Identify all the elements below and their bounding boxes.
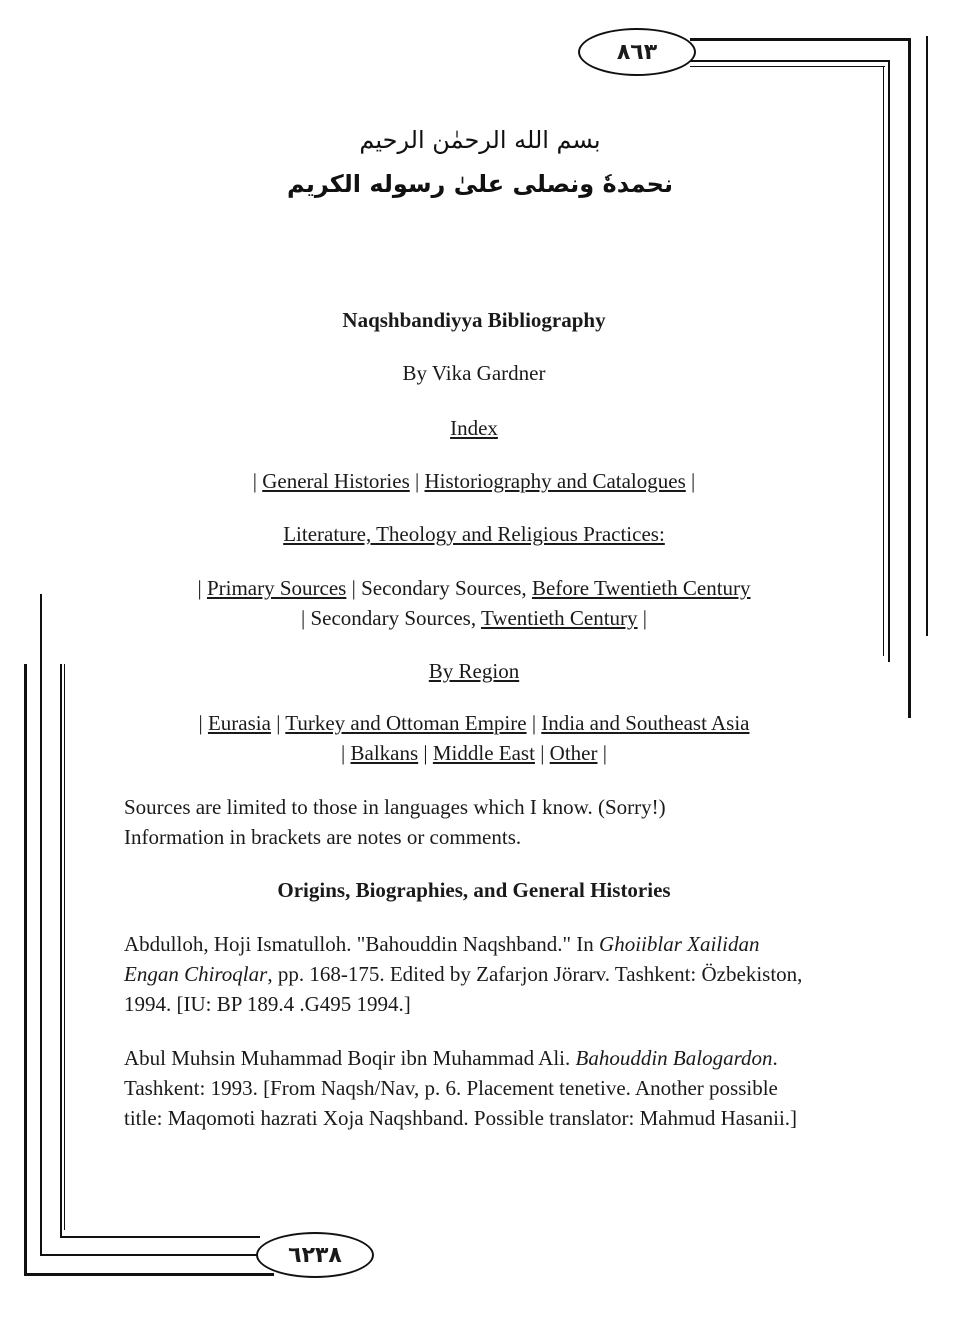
nav-literature-line1 <box>124 573 824 603</box>
frame-top-inner <box>690 60 890 62</box>
sep: | <box>197 576 202 600</box>
entry-text: Abdulloh, Hoji Ismatulloh. "Bahouddin Naqshband." In <box>124 932 594 956</box>
bibliography-entry <box>124 929 814 1019</box>
sources-note <box>124 792 824 852</box>
nav-literature-line2 <box>124 603 824 633</box>
link-twentieth-century[interactable]: Twentieth Century <box>480 606 638 630</box>
secondary-sources-label: Secondary Sources, <box>310 606 477 630</box>
secondary-sources-label: Secondary Sources, <box>361 576 527 600</box>
index-link[interactable]: Index <box>450 416 498 440</box>
frame-bottom-outer <box>24 1273 274 1276</box>
frame-left-inner-b <box>64 664 65 1230</box>
frame-top-inner2 <box>690 66 885 67</box>
frame-bottom-mid <box>40 1254 260 1256</box>
document-title: Naqshbandiyya Bibliography <box>342 308 606 332</box>
literature-heading-link[interactable]: Literature, Theology and Religious Practices: <box>283 522 665 546</box>
sep: | <box>602 741 607 765</box>
nav-region-line1 <box>124 708 824 738</box>
link-other[interactable]: Other <box>549 741 598 765</box>
link-general-histories[interactable]: General Histories <box>262 469 410 493</box>
arabic-basmala: بسم الله الرحمٰن الرحيم <box>359 126 601 154</box>
sep: | <box>341 741 346 765</box>
bibliography-entry <box>124 1043 804 1133</box>
sep: | <box>642 606 647 630</box>
nav-literature <box>124 573 824 633</box>
section-heading: Origins, Biographies, and General Histories <box>277 878 671 902</box>
frame-left-inner <box>60 664 62 1236</box>
sep: | <box>531 711 537 735</box>
sep: | <box>415 469 420 493</box>
frame-right-inner-b <box>883 66 884 656</box>
entry-book-title: Bahouddin Balogardon <box>575 1046 773 1070</box>
link-historiography[interactable]: Historiography and Catalogues <box>424 469 686 493</box>
region-heading-link[interactable]: By Region <box>428 659 520 683</box>
entry-book-title: Ghoiiblar Xailidan Engan Chiroqlar <box>124 932 760 986</box>
sep: | <box>691 469 696 493</box>
nav-region <box>124 708 824 768</box>
frame-bottom-inner <box>60 1236 260 1238</box>
link-india[interactable]: India and Southeast Asia <box>541 711 750 735</box>
link-eurasia[interactable]: Eurasia <box>207 711 271 735</box>
entry-text: , pp. 168-175. Edited by Zafarjon Jörarv. Tashkent: Özbekiston, 1994. [IU: BP 189.4 .G495 1994.] <box>124 962 803 1016</box>
sep: | <box>198 711 203 735</box>
sep: | <box>540 741 545 765</box>
sep: | <box>351 576 356 600</box>
note-line1: Sources are limited to those in languages which I know. (Sorry!) <box>124 795 666 819</box>
bottom-page-number: ٦٢٣٨ <box>256 1232 374 1278</box>
link-turkey[interactable]: Turkey and Ottoman Empire <box>285 711 527 735</box>
frame-left-outer <box>24 664 27 1276</box>
sep: | <box>276 711 281 735</box>
note-line2: Information in brackets are notes or comments. <box>124 825 522 849</box>
link-before-twentieth[interactable]: Before Twentieth Century <box>531 576 751 600</box>
nav-region-line2 <box>124 738 824 768</box>
main-content <box>124 300 824 1133</box>
nav-general <box>124 469 824 494</box>
arabic-praise: نحمدهٗ ونصلى علىٰ رسوله الكريم <box>287 170 673 198</box>
link-middle-east[interactable]: Middle East <box>432 741 535 765</box>
link-balkans[interactable]: Balkans <box>350 741 419 765</box>
sep: | <box>423 741 428 765</box>
frame-left-outer-b <box>40 594 42 1254</box>
frame-top-outer <box>690 38 910 41</box>
sep: | <box>252 469 257 493</box>
entry-text: . Tashkent: 1993. [From Naqsh/Nav, p. 6. Placement tenetive. Another possible title: Maqomoti hazrati Xoja Naqshband. Possible translator: Mahmud Hasanii.] <box>124 1046 798 1130</box>
entry-text: Abul Muhsin Muhammad Boqir ibn Muhammad Ali. <box>124 1046 571 1070</box>
author-line: By Vika Gardner <box>402 361 546 385</box>
top-page-number: ٨٦٣ <box>578 28 696 76</box>
sep: | <box>300 606 306 630</box>
link-primary-sources[interactable]: Primary Sources <box>206 576 347 600</box>
